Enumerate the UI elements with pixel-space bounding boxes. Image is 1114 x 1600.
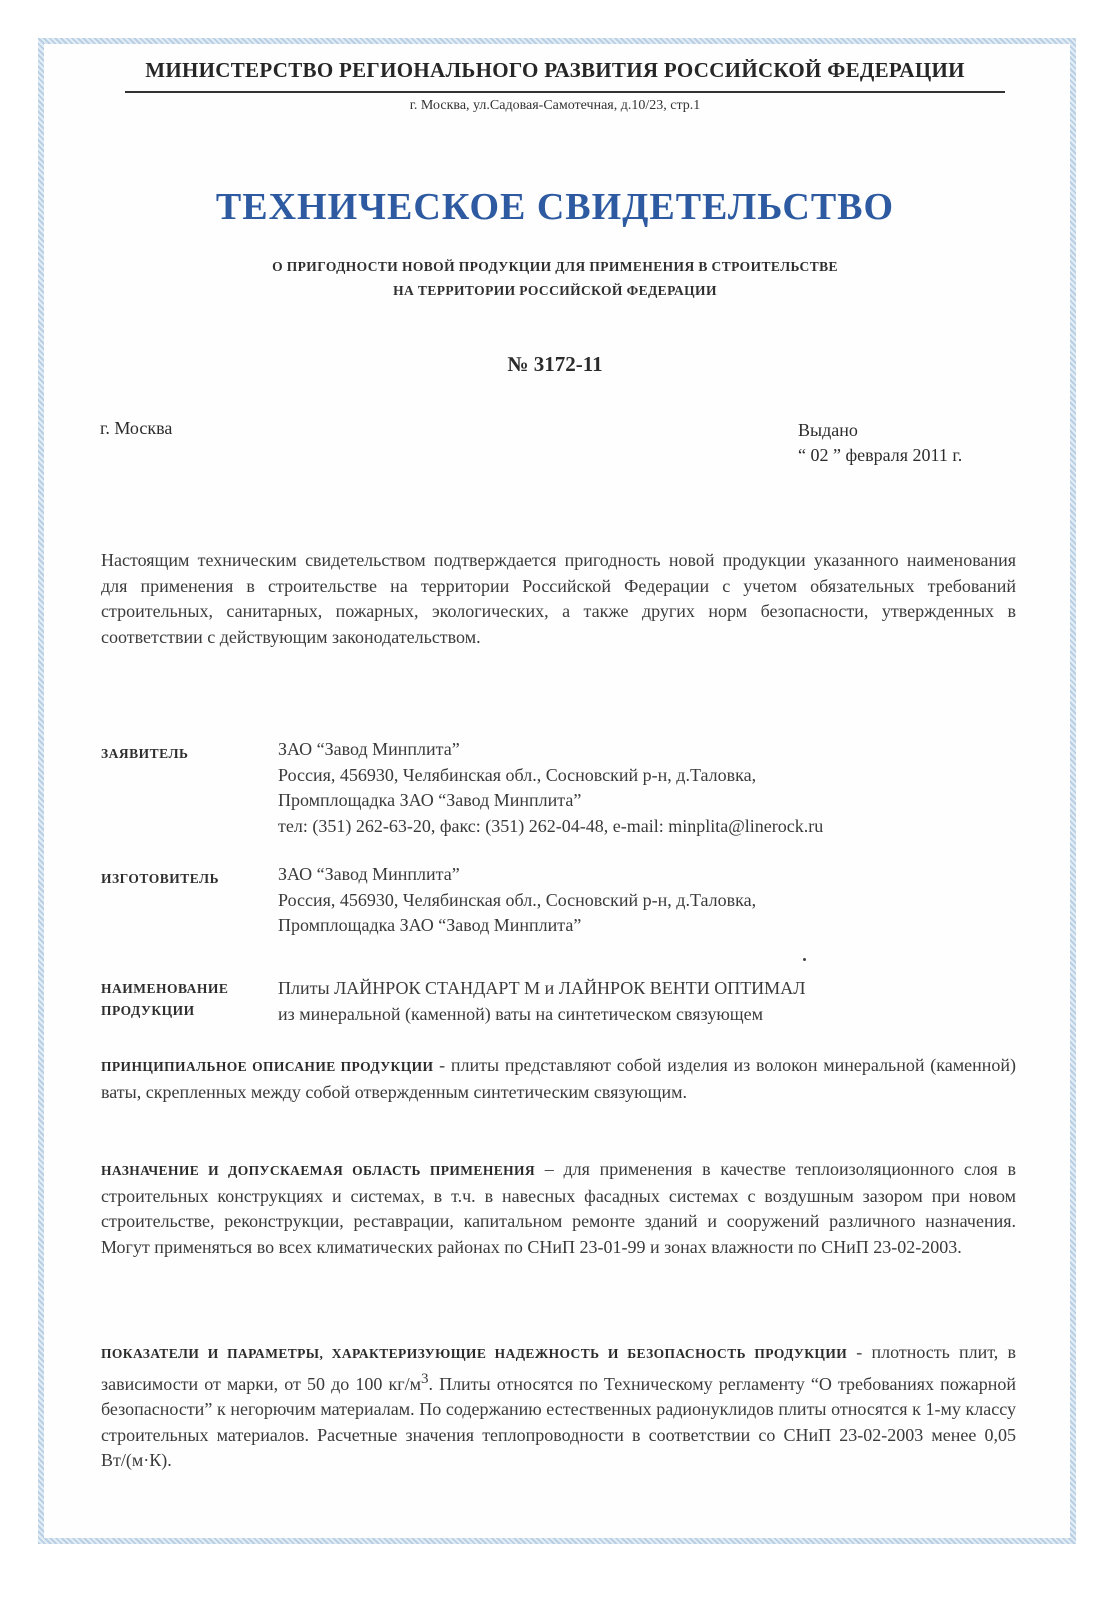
issued-date: “ 02 ” февраля 2011 г. [798,445,963,465]
certificate-number: № 3172-11 [507,352,603,376]
applicant-label: ЗАЯВИТЕЛЬ [101,746,189,761]
applicant-details [278,737,823,839]
product-name-line-2: из минеральной (каменной) ваты на синтетическом связующем [278,1003,764,1024]
parameters-superscript: 3 [420,1370,429,1387]
applicant-site: Промплощадка ЗАО “Завод Минплита” [278,790,582,810]
applicant-contacts: тел: (351) 262-63-20, факс: (351) 262-04-48, e-mail: minplita@linerock.ru [278,815,824,836]
purpose-text: – для применения в качестве теплоизоляционного слоя в строительных конструкциях и системах, в т.ч. в навесных фасадных системах с воздушным зазором при новом строительстве, реконструкции, реставрации, капитальном ремонте зданий и сооружений различного назначения. Могут применяться во всех климатических районах по СНиП 23-01-99 и зонах влажности по СНиП 23-02-2003. [101,1159,1016,1257]
ministry-header: МИНИСТЕРСТВО РЕГИОНАЛЬНОГО РАЗВИТИЯ РОССИЙСКОЙ ФЕДЕРАЦИИ [145,58,965,82]
product-label [101,978,228,1022]
issued-label: Выдано [798,420,858,440]
product-purpose [101,1157,1016,1260]
applicant-address: Россия, 456930, Челябинская обл., Сосновский р-н, д.Таловка, [278,764,757,785]
product-parameters [101,1340,1016,1474]
document-title: ТЕХНИЧЕСКОЕ СВИДЕТЕЛЬСТВО [215,186,895,228]
subtitle-line-2: НА ТЕРРИТОРИИ РОССИЙСКОЙ ФЕДЕРАЦИИ [393,283,717,298]
manufacturer-address: Россия, 456930, Челябинская обл., Сосновский р-н, д.Таловка, [278,889,757,910]
document-subtitle [70,255,1040,303]
manufacturer-details [278,862,756,939]
manufacturer-name: ЗАО “Завод Минплита” [278,864,460,884]
purpose-heading: НАЗНАЧЕНИЕ И ДОПУСКАЕМАЯ ОБЛАСТЬ ПРИМЕНЕНИЯ [101,1163,536,1178]
manufacturer-site: Промплощадка ЗАО “Завод Минплита” [278,915,582,935]
product-label-line-1: НАИМЕНОВАНИЕ [101,981,229,996]
issue-date-block [798,418,962,468]
manufacturer-label: ИЗГОТОВИТЕЛЬ [101,871,220,886]
subtitle-line-1: О ПРИГОДНОСТИ НОВОЙ ПРОДУКЦИИ ДЛЯ ПРИМЕНЕНИЯ В СТРОИТЕЛЬСТВЕ [272,259,838,274]
description-heading: ПРИНЦИПИАЛЬНОЕ ОПИСАНИЕ ПРОДУКЦИИ [101,1059,434,1074]
intro-paragraph: Настоящим техническим свидетельством подтверждается пригодность новой продукции указанного наименования для применения в строительстве на территории Российской Федерации с учетом обязательных требований строительных, санитарных, пожарных, экологических, а также других норм безопасности, утвержденных в соответствии с действующим законодательством. [101,550,1016,647]
parameters-text-1: - плотность плит, в зависимости от марки, от 50 до 100 кг/м [101,1342,1016,1394]
product-name-line-1: Плиты ЛАЙНРОК СТАНДАРТ М и ЛАЙНРОК ВЕНТИ ОПТИМАЛ [278,978,806,998]
ministry-address: г. Москва, ул.Садовая-Самотечная, д.10/23, стр.1 [409,98,701,113]
description-text: - плиты представляют собой изделия из волокон минеральной (каменной) ваты, скрепленных между собой отвержденным синтетическим связующим. [101,1055,1016,1102]
product-label-line-2: ПРОДУКЦИИ [101,1003,195,1018]
header-divider [125,91,1005,93]
parameters-heading: ПОКАЗАТЕЛИ И ПАРАМЕТРЫ, ХАРАКТЕРИЗУЮЩИЕ НАДЕЖНОСТЬ И БЕЗОПАСНОСТЬ ПРОДУКЦИИ [101,1346,848,1361]
product-name [278,976,805,1027]
applicant-name: ЗАО “Завод Минплита” [278,739,460,759]
scan-speck [803,958,806,961]
product-description [101,1053,1016,1105]
parameters-text-2: . Плиты относятся по Техническому регламенту “О требованиях пожарной безопасности” к негорючим материалам. По содержанию естественных радионуклидов плиты относятся к 1-му классу строительных материалов. Расчетные значения теплопроводности в соответствии со СНиП 23-02-2003 менее 0,05 Вт/(м·К). [101,1373,1016,1470]
issue-city: г. Москва [100,418,173,438]
